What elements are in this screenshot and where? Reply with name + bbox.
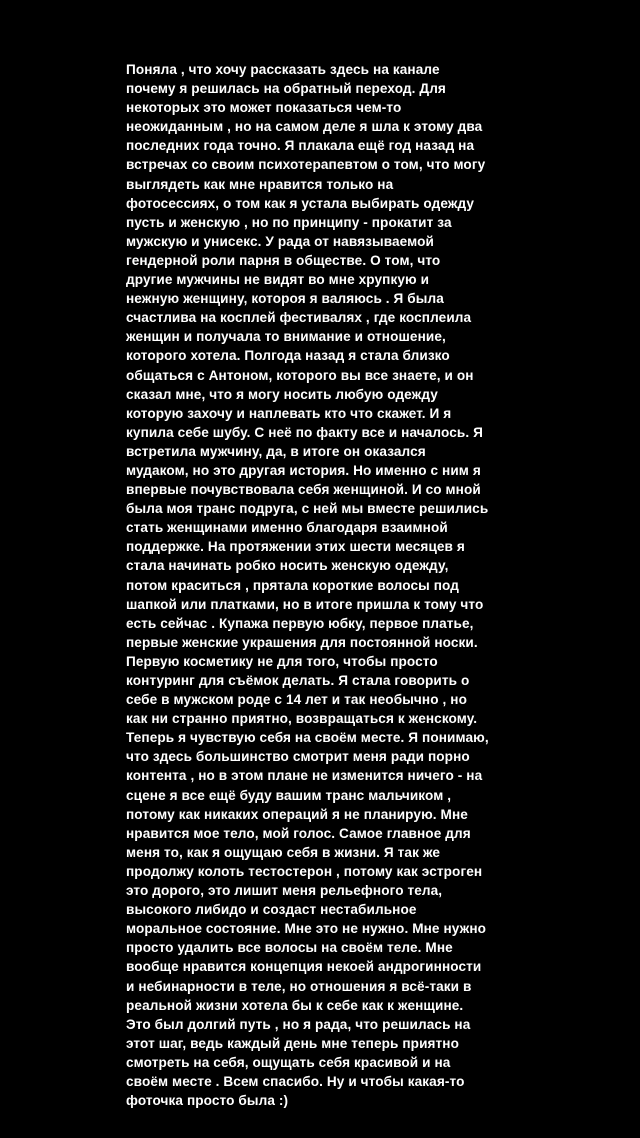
story-text-line: впервые почувствовала себя женщиной. И со мной [126, 482, 481, 498]
story-text-line: Теперь я чувствую себя на своём месте. Я понимаю, [126, 730, 489, 746]
story-text-line: потому как никаких операций я не планирую. Мне [126, 806, 468, 822]
story-text-line: мудаком, но это другая история. Но именно с ним я [126, 462, 481, 478]
story-text-line: потом краситься , прятала короткие волосы под [126, 577, 459, 593]
story-text-line: стать женщинами именно благодаря взаимной [126, 520, 448, 536]
story-text-line: вообще нравится концепция некоей андрогинности [126, 959, 482, 975]
story-text-line: нежную женщину, котороя я валяюсь . Я была [126, 291, 444, 307]
story-text-line: реальной жизни хотела бы к себе как к женщине. [126, 997, 464, 1013]
story-text-line: это дорого, это лишит меня рельефного тела, [126, 883, 443, 899]
story-text-line: контуринг для съёмок делать. Я стала говорить о [126, 673, 470, 688]
story-text-line: нравится мое тело, мой голос. Самое главное для [126, 825, 471, 841]
story-text-line: меня то, как я ощущаю себя в жизни. Я так же [126, 844, 441, 860]
story-text-line: Это был долгий путь , но я рада, что решилась на [126, 1016, 471, 1032]
story-text-line: поддержке. На протяжении этих шести месяцев я [126, 539, 465, 555]
story-text-line: почему я решилась на обратный переход. Для [126, 81, 446, 97]
story-text-line: и небинарности в теле, но отношения я всё-таки в [126, 978, 472, 994]
story-text-line: счастлива на косплей фестивалях , где косплеила [126, 310, 472, 326]
story-text-line: как ни странно приятно, возвращаться к женскому. [126, 711, 478, 727]
story-text-line: неожиданным , но на самом деле я шла к этому два [126, 119, 483, 135]
story-text-line: стала начинать робко носить женскую одежду, [126, 558, 449, 574]
story-text-block [126, 60, 546, 1110]
story-text-line: сказал мне, что я могу носить любую одежду [126, 386, 438, 402]
story-text-line: продолжу колоть тестостерон , потому как эстроген [126, 863, 483, 879]
story-text-line: сцене я все ещё буду вашим транс мальчиком , [126, 787, 452, 803]
story-text-line: встретила мужчину, да, в итоге он оказался [126, 443, 426, 459]
story-text-line: есть сейчас . Купажа первую юбку, первое платье, [126, 615, 474, 631]
story-text-line: мужскую и унисекс. У рада от навязываемой [126, 233, 434, 249]
story-text-line: последних года точно. Я плакала ещё год назад на [126, 138, 475, 154]
story-text-line: купила себе шубу. С неё по факту все и началось. Я [126, 424, 483, 440]
story-text-line: себе в мужском роде с 14 лет и так необычно , но [126, 692, 467, 708]
story-text-line: просто удалить все волосы на своём теле. Мне [126, 940, 453, 956]
story-text-line: другие мужчины не видят во мне хрупкую и [126, 272, 430, 288]
story-text-line: шапкой или платками, но в итоге пришла к тому что [126, 596, 484, 612]
story-text-line: что здесь большинство смотрит меня ради порно [126, 749, 470, 765]
story-text-line: некоторых это может показаться чем-то [126, 100, 402, 116]
story-text-line: моральное состояние. Мне это не нужно. Мне нужно [126, 921, 487, 937]
story-text-line: гендерной роли парня в обществе. О том, что [126, 252, 441, 268]
story-text-line: высокого либидо и создаст нестабильное [126, 902, 417, 918]
story-text-line: фотосессиях, о том как я устала выбирать одежду [126, 195, 475, 211]
story-text-line: которую захочу и наплевать кто что скажет. И я [126, 405, 452, 421]
story-text-line: Первую косметику не для того, чтобы просто [126, 653, 438, 669]
story-text-line: была моя транс подруга, с ней мы вместе решились [126, 501, 489, 517]
story-text-line: пусть и женскую , но по принципу - прокатит за [126, 214, 452, 230]
story-text-line: фоточка просто была :) [126, 1093, 289, 1109]
story-text-line: выглядеть как мне нравится только на [126, 176, 394, 192]
story-text-line: этот шаг, ведь каждый день мне теперь приятно [126, 1035, 460, 1051]
story-text-line: первые женские украшения для постоянной носки. [126, 634, 478, 650]
story-text-line: встречах со своим психотерапевтом о том, что могу [126, 157, 486, 173]
story-text-line: контента , но в этом плане не изменится ничего - на [126, 768, 483, 784]
story-text-line: смотреть на себя, ощущать себя красивой и на [126, 1054, 451, 1070]
story-text-line: общаться с Антоном, которого вы все знаете, и он [126, 367, 474, 383]
story-text-line: Поняла , что хочу рассказать здесь на канале [126, 62, 440, 77]
story-text-line: своём месте . Всем спасибо. Ну и чтобы какая-то [126, 1073, 465, 1089]
story-text-line: женщин и получала то внимание и отношение, [126, 329, 446, 345]
story-text-line: которого хотела. Полгода назад я стала близко [126, 348, 450, 364]
